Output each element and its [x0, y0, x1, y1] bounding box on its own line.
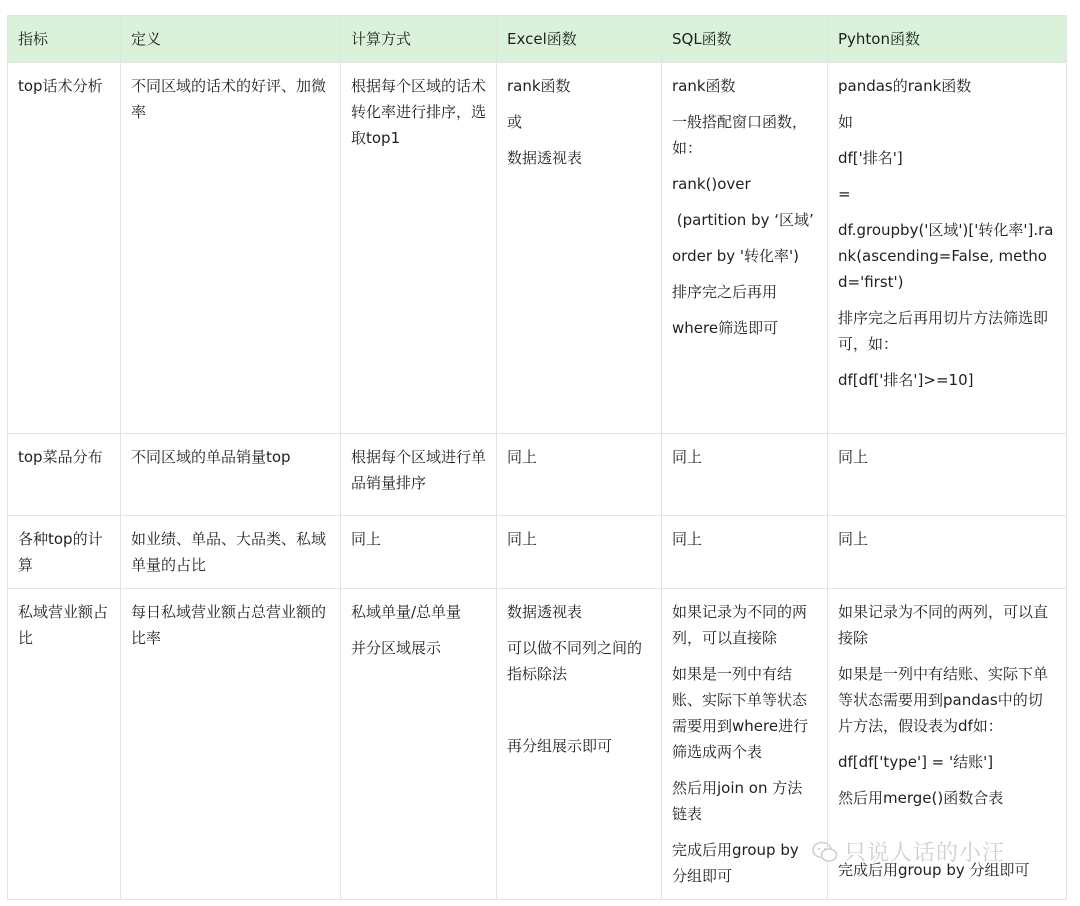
cell-text: 各种top的计算 [18, 530, 103, 574]
header-excel: Excel函数 [497, 16, 662, 63]
cell-indicator [8, 434, 121, 516]
cell-paragraph: 或 [507, 113, 523, 131]
table-row [8, 63, 1067, 434]
header-method: 计算方式 [341, 16, 497, 63]
cell-paragraph: 同上 [351, 530, 382, 548]
cell-paragraph: 排序完之后再用 [672, 283, 778, 301]
cell-indicator [8, 516, 121, 589]
cell-text: 如业绩、单品、大品类、私域单量的占比 [131, 530, 327, 574]
cell-paragraph: 然后用join on 方法链表 [672, 779, 803, 823]
cell-paragraph: 完成后用group by 分组即可 [672, 841, 804, 885]
header-indicator: 指标 [8, 16, 121, 63]
cell-sql [662, 434, 828, 516]
cell-paragraph: = [838, 185, 851, 203]
cell-text: 不同区域的话术的好评、加微率 [131, 77, 327, 121]
cell-paragraph: 如果是一列中有结账、实际下单等状态需要用到where进行筛选成两个表 [672, 665, 809, 761]
cell-text: top话术分析 [18, 77, 103, 95]
cell-paragraph: 根据每个区域的话术转化率进行排序，选取top1 [351, 77, 487, 147]
table-row [8, 516, 1067, 589]
cell-paragraph: 可以做不同列之间的指标除法 [507, 639, 643, 683]
cell-paragraph: df.groupby('区域')['转化率'].rank(ascending=False, method='first') [838, 221, 1054, 291]
cell-paragraph: 如果记录为不同的两列，可以直接除 [838, 603, 1049, 647]
cell-paragraph: 同上 [838, 448, 869, 466]
cell-sql [662, 589, 828, 900]
cell-method [341, 589, 497, 900]
cell-definition [121, 434, 341, 516]
cell-python [828, 434, 1067, 516]
cell-method [341, 63, 497, 434]
header-sql: SQL函数 [662, 16, 828, 63]
cell-paragraph: df[df['排名']>=10] [838, 371, 974, 389]
cell-python [828, 589, 1067, 900]
cell-paragraph: 如果是一列中有结账、实际下单等状态需要用到pandas中的切片方法，假设表为df如： [838, 665, 1049, 735]
cell-paragraph: 排序完之后再用切片方法筛选即可，如： [838, 309, 1049, 353]
cell-paragraph: 同上 [507, 530, 538, 548]
cell-python [828, 63, 1067, 434]
cell-excel [497, 63, 662, 434]
table-row [8, 589, 1067, 900]
cell-text: 不同区域的单品销量top [131, 448, 291, 466]
cell-paragraph: rank()over [672, 175, 751, 193]
cell-paragraph: 同上 [672, 448, 703, 466]
cell-method [341, 434, 497, 516]
cell-paragraph: 根据每个区域进行单品销量排序 [351, 448, 487, 492]
cell-paragraph: 数据透视表 [507, 149, 583, 167]
table-row [8, 434, 1067, 516]
cell-paragraph: where筛选即可 [672, 319, 779, 337]
cell-paragraph: 同上 [507, 448, 538, 466]
cell-method [341, 516, 497, 589]
cell-indicator [8, 63, 121, 434]
cell-excel [497, 434, 662, 516]
metrics-table [7, 15, 1067, 900]
cell-paragraph: 并分区域展示 [351, 639, 442, 657]
cell-excel [497, 589, 662, 900]
cell-paragraph: order by '转化率') [672, 247, 800, 265]
cell-sql [662, 63, 828, 434]
header-python: Pyhton函数 [828, 16, 1067, 63]
cell-definition [121, 516, 341, 589]
cell-paragraph: 完成后用group by 分组即可 [838, 861, 1030, 879]
cell-definition [121, 63, 341, 434]
header-definition: 定义 [121, 16, 341, 63]
cell-excel [497, 516, 662, 589]
cell-indicator [8, 589, 121, 900]
cell-paragraph: df['排名'] [838, 149, 903, 167]
cell-paragraph: pandas的rank函数 [838, 77, 972, 95]
cell-paragraph: 如果记录为不同的两列，可以直接除 [672, 603, 808, 647]
cell-paragraph: 然后用merge()函数合表 [838, 789, 1004, 807]
cell-paragraph: df[df['type'] = '结账'] [838, 753, 994, 771]
cell-text: top菜品分布 [18, 448, 103, 466]
cell-paragraph [838, 821, 1056, 847]
cell-paragraph: 私域单量/总单量 [351, 603, 462, 621]
cell-paragraph: 一般搭配窗口函数，如： [672, 113, 808, 157]
cell-paragraph: 数据透视表 [507, 603, 583, 621]
watermark-text: 只说人话的小汪 [844, 841, 1006, 866]
cell-paragraph: (partition by ‘区域’ [672, 211, 814, 229]
cell-text: 每日私域营业额占总营业额的比率 [131, 603, 327, 647]
cell-paragraph: 如 [838, 113, 854, 131]
cell-paragraph: 同上 [672, 530, 703, 548]
header-row [8, 16, 1067, 63]
cell-paragraph: rank函数 [507, 77, 571, 95]
cell-text: 私域营业额占比 [18, 603, 109, 647]
cell-python [828, 516, 1067, 589]
cell-paragraph: 再分组展示即可 [507, 737, 613, 755]
cell-sql [662, 516, 828, 589]
cell-paragraph: rank函数 [672, 77, 736, 95]
cell-paragraph: 同上 [838, 530, 869, 548]
cell-paragraph [507, 697, 651, 723]
cell-definition [121, 589, 341, 900]
